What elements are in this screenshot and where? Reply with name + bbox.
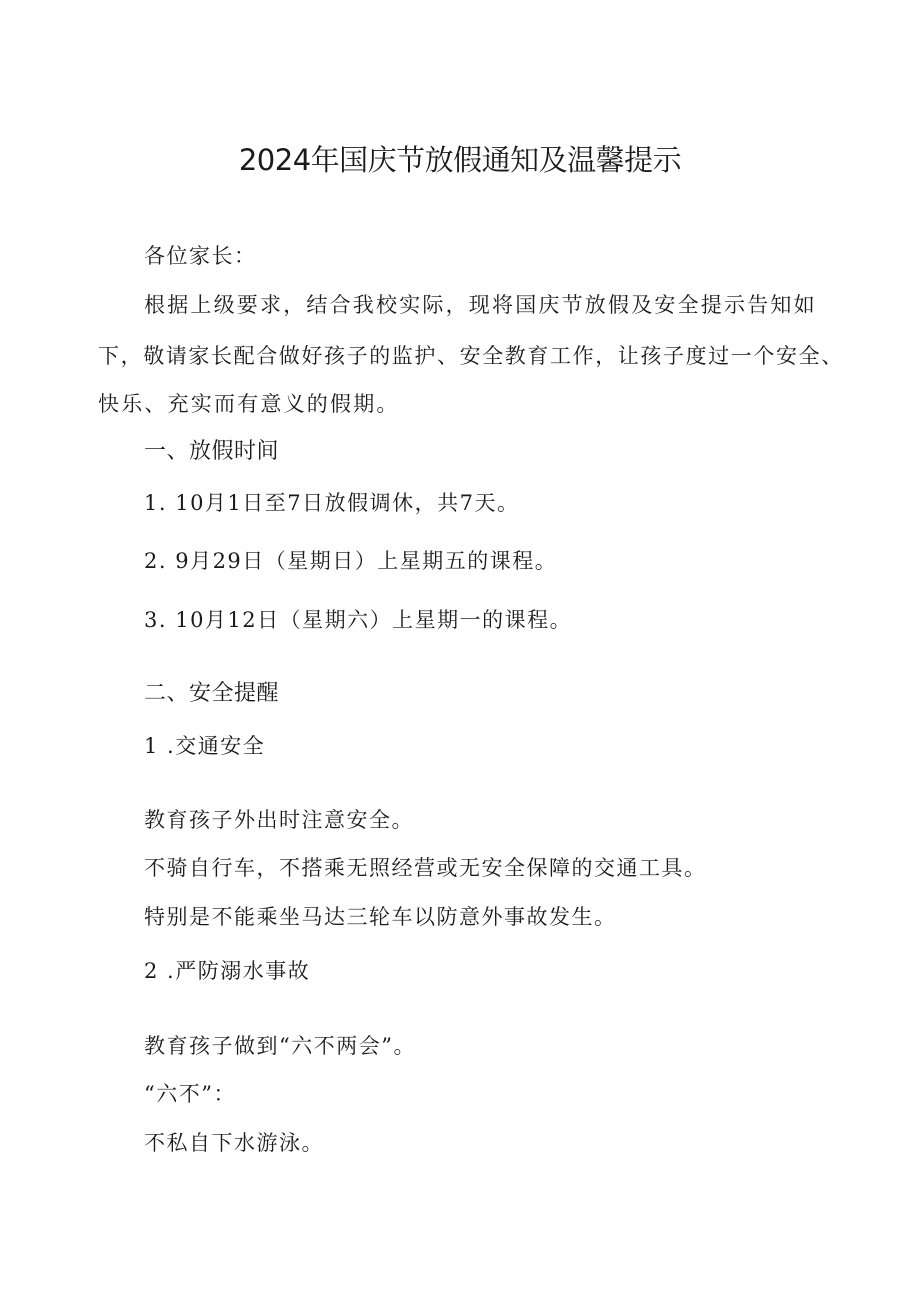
traffic-line-3: 特别是不能乘坐马达三轮车以防意外事故发生。	[144, 905, 617, 929]
section-heading-holiday-time: 一、放假时间	[144, 439, 280, 464]
intro-line-3: 快乐、充实而有意义的假期。	[98, 392, 400, 416]
intro-line-2: 下，敬请家长配合做好孩子的监护、安全教育工作，让孩子度过一个安全、	[98, 344, 844, 368]
intro-line-1: 根据上级要求，结合我校实际，现将国庆节放假及安全提示告知如	[144, 293, 817, 317]
section-heading-safety: 二、安全提醒	[144, 681, 280, 706]
traffic-line-2: 不骑自行车，不搭乘无照经营或无安全保障的交通工具。	[144, 856, 707, 880]
traffic-line-1: 教育孩子外出时注意安全。	[144, 808, 414, 832]
holiday-item-1: 1. 10月1日至7日放假调休，共7天。	[144, 491, 520, 515]
subheading-traffic-safety: 1 .交通安全	[144, 734, 266, 758]
holiday-item-2: 2. 9月29日（星期日）上星期五的课程。	[144, 549, 558, 573]
subheading-drowning-prevention: 2 .严防溺水事故	[144, 959, 311, 983]
holiday-item-3: 3. 10月12日（星期六）上星期一的课程。	[144, 608, 573, 632]
drowning-line-1: 教育孩子做到“六不两会”。	[144, 1034, 416, 1058]
document-title: 2024年国庆节放假通知及温馨提示	[238, 143, 682, 177]
salutation: 各位家长：	[144, 244, 257, 268]
drowning-line-2: “六不”：	[144, 1082, 236, 1106]
drowning-line-3: 不私自下水游泳。	[144, 1131, 324, 1155]
